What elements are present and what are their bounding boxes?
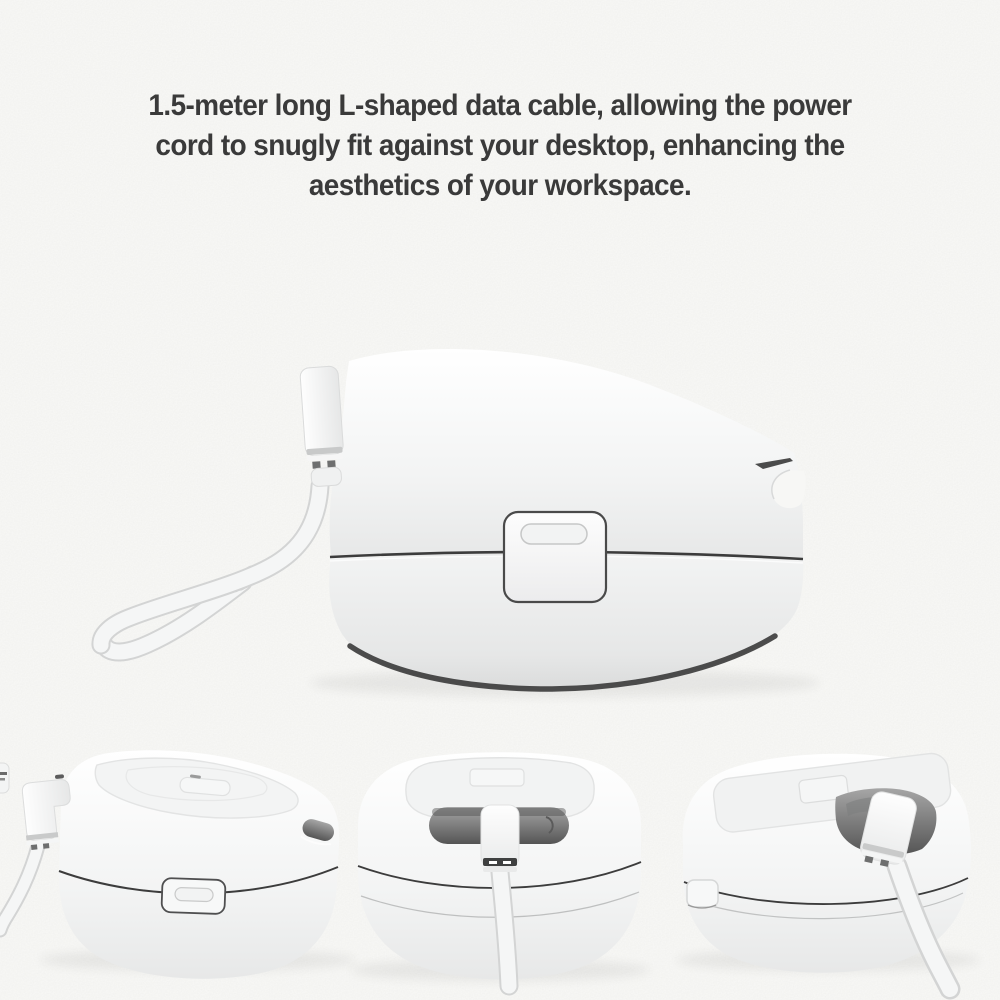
headline	[0, 86, 1000, 206]
headline-line-3: aesthetics of your workspace.	[308, 169, 692, 202]
headline-line-2: cord to snugly fit against your desktop, enhancing the	[155, 129, 845, 162]
cable-strand-core	[500, 872, 509, 986]
product-view-rear	[350, 752, 650, 986]
side-tab	[687, 880, 718, 908]
cropped-plug-fragment	[0, 763, 9, 793]
top-tray-pill	[470, 769, 524, 786]
clip-button	[521, 524, 587, 544]
cable-clip-tab	[161, 878, 225, 914]
headline-line-1: 1.5-meter long L-shaped data cable, allowing the power	[148, 89, 852, 122]
product-view-rear-angled	[676, 752, 980, 989]
plug-connector	[481, 805, 519, 872]
